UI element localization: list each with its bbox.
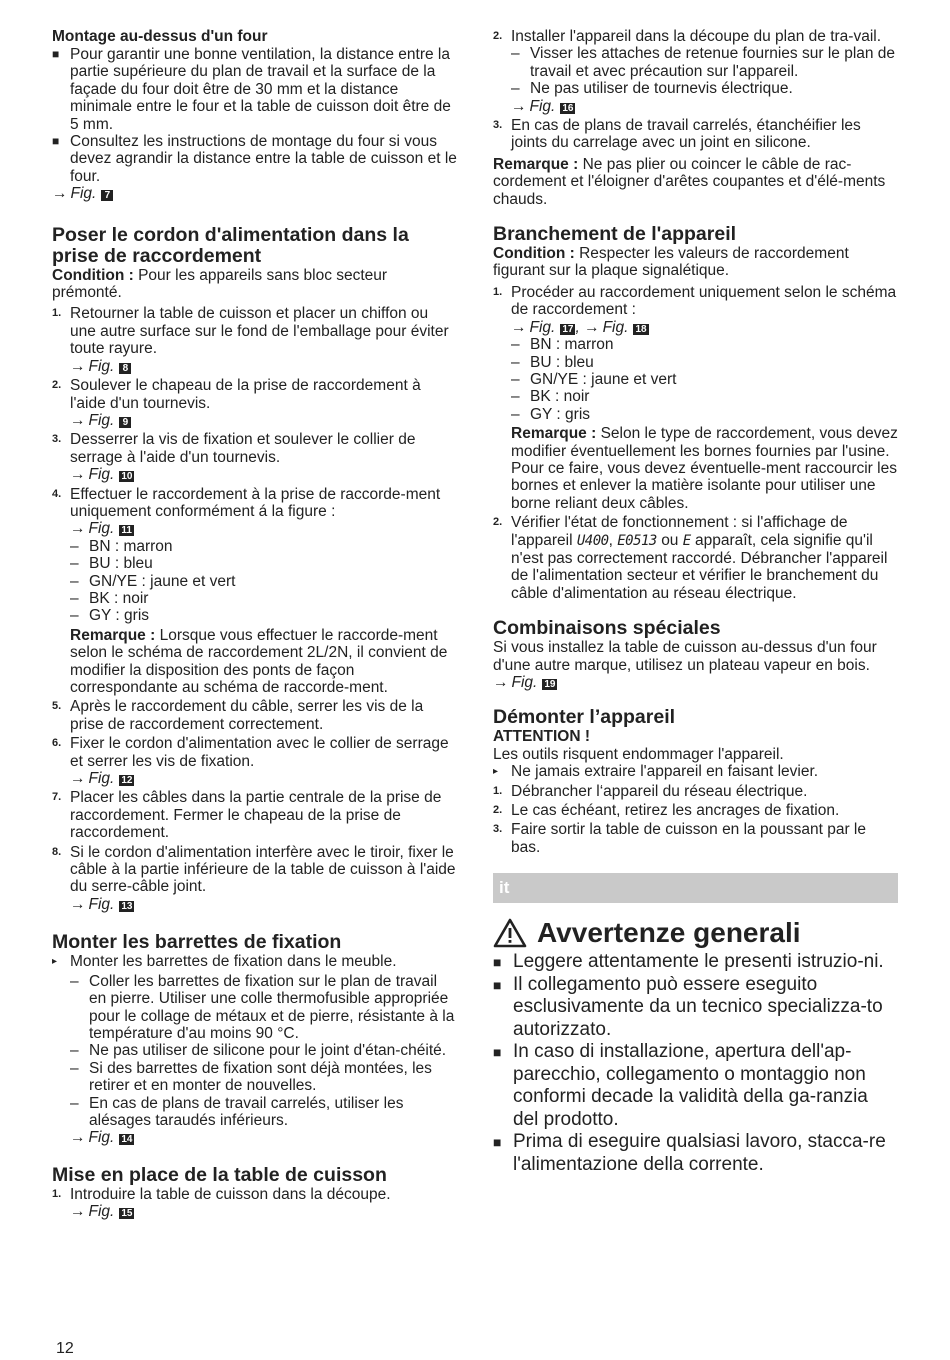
action-step: ▸ Ne jamais extraire l'appareil en faisant levier. (493, 763, 819, 781)
figure-reference: → Fig. 13 (70, 895, 133, 913)
figure-badge: 11 (121, 525, 132, 537)
figure-reference: → Fig. 16 (511, 97, 574, 115)
numbered-step: 2. Vérifier l'état de fonctionnement : si l'affichage de l'appareil U400, E0513 ou E apparaît, cela signifie qu'il n'est pas correctement raccordé. Débrancher l'appareil de l'alimentation secteur et vérifier le branchement du câble d'alimentation au réseau électrique. (493, 514, 888, 602)
wire-item: – BU : bleu (70, 555, 153, 573)
heading-connection: Branchement de l'appareil (493, 223, 737, 246)
bullet-square-icon: ■ (52, 134, 60, 149)
numbered-step: 3. En cas de plans de travail carrelés, étanchéifier les joints du carrelage avec un joint en silicone. (493, 117, 861, 152)
figure-reference: → Fig. 17 , → Fig. 18 (511, 318, 647, 336)
bullet-item: ■ Prima di eseguire qualsiasi lavoro, stacca-re l'alimentazione della corrente. (493, 1131, 886, 1175)
bullet-item: ■ Il collegamento può essere eseguito esclusivamente da un tecnico specializza-to autorizzato. (493, 973, 883, 1040)
figure-badge: 8 (119, 363, 131, 374)
note-paragraph: Remarque : Selon le type de raccordement, vous devez modifier éventuellement les bornes fournies par l'usine. Pour ce faire, vous devez éventuelle-ment raccourcir les bornes et enlever la matière isolante pour utiliser une borne reliant deux câbles. (511, 425, 898, 512)
heading-special-combinations: Combinaisons spéciales (493, 617, 721, 640)
heading-dismantle: Démonter l’appareil (493, 706, 676, 729)
bullet-item: ■ In caso di installazione, apertura dell'ap-parecchio, collegamento o montaggio non conformi decade la validità della ga-ranzia del prodotto. (493, 1041, 868, 1130)
wire-item: – BK : noir (70, 589, 149, 607)
numbered-step: 2. Le cas échéant, retirez les ancrages de fixation. (493, 802, 840, 820)
heading-installation: Mise en place de la table de cuisson (52, 1163, 387, 1186)
numbered-step: 2. Installer l'appareil dans la découpe du plan de tra-vail. – Visser les attaches de retenue fournies sur le plan de travail et avec précaution sur l'appareil. – Ne pas utiliser de tournevis électrique. → Fig. 16 (493, 28, 898, 115)
left-column (52, 28, 457, 1221)
wire-item: – GN/YE : jaune et vert (511, 370, 677, 388)
action-step: ▸ Monter les barrettes de fixation dans le meuble. (52, 953, 397, 971)
note-paragraph: Remarque : Ne pas plier ou coincer le câble de rac-cordement et l'éloigner d'arêtes coupantes et d'élé-ments chauds. (493, 155, 886, 208)
wire-item: – BN : marron (511, 336, 614, 354)
heading-oven-mounting: Montage au-dessus d'un four (52, 28, 268, 45)
bullet-square-icon: ■ (493, 954, 502, 971)
numbered-step: 6. Fixer le cordon d'alimentation avec le collier de serrage et serrer les vis de fixation. → Fig. 12 (52, 735, 457, 787)
wire-item: – GY : gris (511, 405, 591, 423)
figure-reference: → Fig. 7 (52, 185, 457, 202)
display-code: U400 (576, 532, 609, 549)
paragraph: Si vous installez la table de cuisson au-dessus d'un four d'une autre marque, utilisez un plateau vapeur en bois. (493, 639, 877, 674)
figure-reference: → Fig. 12 (70, 770, 133, 788)
dash-item: – Visser les attaches de retenue fournies sur le plan de travail et avec précaution sur l'appareil. (511, 45, 896, 80)
display-code: E (682, 532, 691, 549)
italian-list (493, 951, 898, 1176)
figure-reference: → Fig. 11 (70, 520, 132, 538)
attention-text: Les outils risquent endommager l'appareil. (493, 745, 784, 763)
page-number: 12 (56, 1340, 74, 1357)
language-bar: it (493, 873, 898, 903)
dash-list (52, 973, 457, 1147)
note-paragraph: Remarque : Lorsque vous effectuer le raccorde-ment selon le schéma de raccordement 2L/2N, il convient de modifier la disposition des ponts de façon correspondante au schéma de raccorde-ment. (70, 626, 448, 696)
figure-badge: 17 (562, 323, 574, 335)
numbered-step: 3. Faire sortir la table de cuisson en la poussant par le bas. (493, 821, 866, 856)
arrow-icon: → (70, 895, 86, 913)
arrow-icon: → (70, 466, 86, 484)
figure-badge: 9 (119, 417, 131, 428)
arrow-icon: → (511, 318, 527, 336)
figure-reference: → Fig. 8 (70, 358, 457, 375)
triangle-icon: ▸ (52, 956, 58, 968)
wire-item: – GY : gris (70, 607, 150, 625)
figure-badge: 19 (544, 679, 556, 690)
heading-power-cord: Poser le cordon d'alimentation dans la prise de raccordement (52, 223, 409, 267)
arrow-icon: → (70, 1129, 86, 1147)
dash-item: – En cas de plans de travail carrelés, utiliser les alésages taraudés inférieurs. (70, 1094, 404, 1129)
bullet-item: ■ Pour garantir une bonne ventilation, la distance entre la partie supérieure du plan de travail et la surface de la façade du four doit être de 30 mm et la distance minimale entre le four et la table de cuisson doit être de 5 mm. (52, 46, 451, 133)
warning-icon (493, 918, 527, 948)
heading-fixing-strips: Monter les barrettes de fixation (52, 931, 342, 954)
dash-item: – Coller les barrettes de fixation sur le plan de travail en pierre. Utiliser une colle thermofusible appropriée pour le collage de métaux et de pierre, résistante à la température d'au moins 90 °C. (70, 972, 455, 1042)
arrow-icon: → (52, 185, 68, 203)
italian-title: Avvertenze generali (537, 917, 801, 949)
arrow-icon: → (70, 520, 86, 538)
bullet-item: ■ Leggere attentamente le presenti istruzio-ni. (493, 951, 884, 973)
figure-reference: → Fig. 9 (70, 412, 457, 429)
arrow-icon: → (511, 97, 527, 115)
wire-item: – GN/YE : jaune et vert (70, 572, 236, 590)
wire-item: – BU : bleu (511, 353, 594, 371)
bullet-square-icon: ■ (493, 1134, 502, 1151)
figure-badge: 12 (121, 775, 133, 787)
figure-reference: → Fig. 15 (70, 1203, 133, 1221)
arrow-icon: → (70, 411, 86, 429)
condition-paragraph: Condition : Respecter les valeurs de raccordement figurant sur la plaque signalétique. (493, 245, 849, 280)
figure-reference: → Fig. 19 (493, 674, 556, 691)
numbered-step: 1. Introduire la table de cuisson dans la découpe. → Fig. 15 (52, 1185, 391, 1221)
figure-badge: 15 (121, 1208, 133, 1220)
wire-item: – BK : noir (511, 388, 590, 406)
figure-reference: → Fig. 14 (70, 1129, 133, 1147)
dash-item: – Si des barrettes de fixation sont déjà montées, les retirer et en monter de nouvelles. (70, 1059, 432, 1095)
figure-badge: 10 (121, 471, 133, 483)
bullet-square-icon: ■ (493, 976, 502, 993)
numbered-step: 2. Soulever le chapeau de la prise de raccordement à l'aide d'un tournevis. → Fig. 9 (52, 377, 457, 429)
arrow-icon: → (493, 674, 509, 691)
dash-item: – Ne pas utiliser de tournevis électrique. (511, 80, 793, 98)
display-code: E0513 (617, 532, 657, 549)
numbered-step: 7. Placer les câbles dans la partie centrale de la prise de raccordement. Fermer le chapeau de la prise de raccordement. (52, 789, 442, 842)
figure-badge: 16 (562, 102, 574, 114)
arrow-icon: → (584, 318, 600, 336)
right-column (493, 28, 898, 1176)
figure-reference: → Fig. 10 (70, 466, 133, 484)
numbered-step: 8. Si le cordon d'alimentation interfère avec le tiroir, fixer le câble à la partie inférieure de la table de cuisson à l'aide du serre-câble joint. → Fig. 13 (52, 843, 456, 913)
numbered-step: 4. Effectuer le raccordement à la prise de raccorde-ment uniquement conformément á la figure : → Fig. 11 – BN : marron – BU : bleu – GN/YE : jaune et vert – BK : noir – GY : gris Remarque : Lorsque vous effectuer le raccorde-ment selon le schéma de raccordement 2L/2N, il convient de modifier la disposition des ponts de façon correspondante au schéma de raccorde-ment. (52, 486, 457, 697)
condition-paragraph: Condition : Pour les appareils sans bloc secteur prémonté. (52, 266, 388, 302)
numbered-step: 1. Débrancher l‘appareil du réseau électrique. (493, 782, 808, 800)
arrow-icon: → (70, 357, 86, 375)
numbered-step: 1. Procéder au raccordement uniquement selon le schéma de raccordement : → Fig. 17 , → Fig. 18 – BN : marron – BU : bleu – GN/YE : jaune et vert – BK : noir – GY : gris Remarque : Selon le type de raccordement, vous devez modifier éventuellement les bornes fournies par l'usine. Pour ce faire, vous devez éventuelle-ment raccourcir les bornes et enlever la matière isolante pour utiliser une borne reliant deux câbles. (493, 283, 898, 512)
numbered-step: 1. Retourner la table de cuisson et placer un chiffon ou une autre surface sur le fond de l'emballage pour éviter toute rayure. → Fig. 8 (52, 305, 457, 375)
italian-heading (493, 917, 898, 949)
bullet-item: ■ Consultez les instructions de montage du four si vous devez agrandir la distance entre la table de cuisson et le four. (52, 133, 457, 185)
numbered-step: 3. Desserrer la vis de fixation et soulever le collier de serrage à l'aide d'un tournevis. → Fig. 10 (52, 431, 457, 483)
attention-label: ATTENTION ! (493, 728, 591, 746)
wire-item: – BN : marron (70, 537, 173, 555)
arrow-icon: → (70, 1203, 86, 1221)
figure-badge: 14 (121, 1134, 133, 1146)
numbered-step: 5. Après le raccordement du câble, serrer les vis de la prise de raccordement correctement. (52, 698, 424, 733)
dash-item: – Ne pas utiliser de silicone pour le joint d'étan-chéité. (70, 1042, 447, 1060)
arrow-icon: → (70, 770, 86, 788)
triangle-icon: ▸ (493, 766, 499, 778)
figure-badge: 13 (121, 900, 133, 912)
bullet-square-icon: ■ (52, 47, 60, 61)
figure-badge: 18 (635, 323, 647, 335)
figure-badge: 7 (101, 190, 113, 201)
bullet-square-icon: ■ (493, 1044, 502, 1061)
